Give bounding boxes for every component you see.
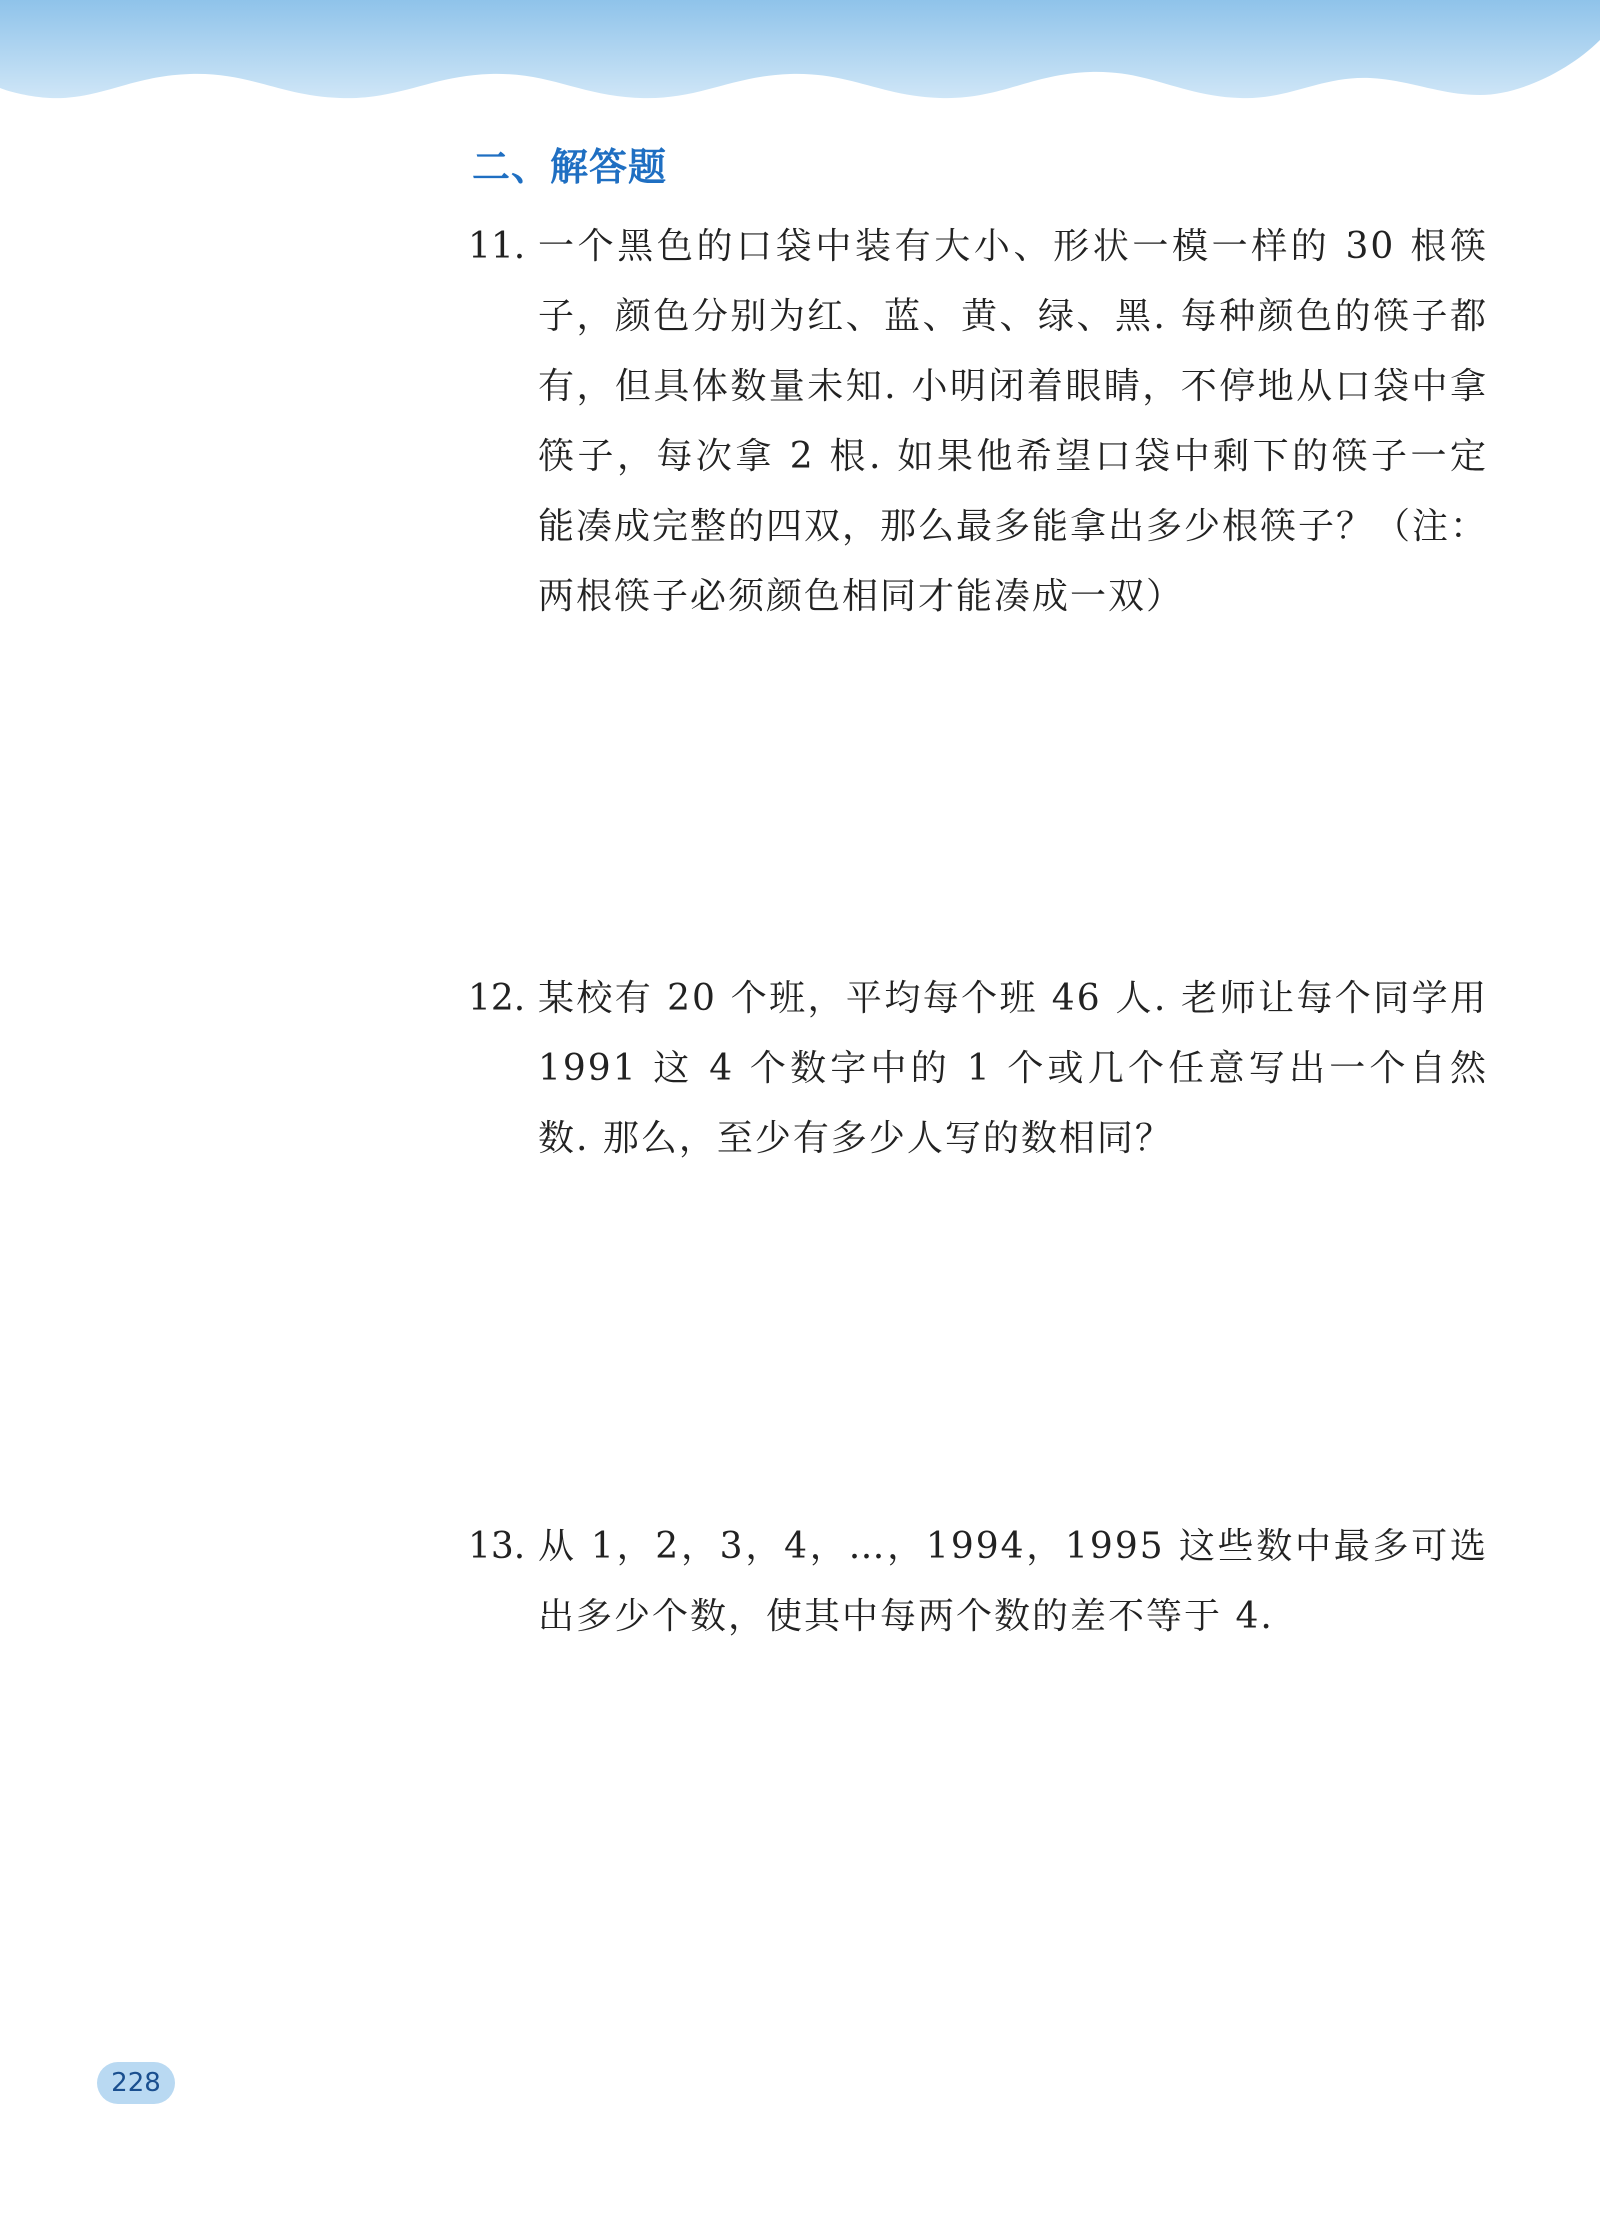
problem-11 — [468, 212, 1488, 632]
problem-text: 一个黑色的口袋中装有大小、形状一模一样的 30 根筷子，颜色分别为红、蓝、黄、绿、黑. 每种颜色的筷子都有，但具体数量未知. 小明闭着眼睛，不停地从口袋中拿筷子，每次拿 2 根. 如果他希望口袋中剩下的筷子一定能凑成完整的四双，那么最多能拿出多少根筷子？（注：两根筷子必须颜色相同才能凑成一双） — [538, 226, 1489, 617]
problem-number: 12. — [468, 978, 526, 1019]
problem-number: 13. — [468, 1526, 526, 1567]
problem-text: 某校有 20 个班，平均每个班 46 人. 老师让每个同学用 1991 这 4 个数字中的 1 个或几个任意写出一个自然数. 那么，至少有多少人写的数相同？ — [538, 978, 1488, 1159]
page-number-badge — [97, 2062, 175, 2104]
problem-text: 从 1，2，3，4，…，1994，1995 这些数中最多可选出多少个数，使其中每两个数的差不等于 4. — [538, 1526, 1488, 1637]
page-number: 228 — [111, 2068, 161, 2098]
section-title: 二、解答题 — [472, 145, 668, 189]
problem-number: 11. — [468, 226, 526, 267]
problem-12 — [468, 964, 1488, 1174]
problem-13 — [468, 1512, 1488, 1652]
header-cloud-band — [0, 0, 1600, 150]
